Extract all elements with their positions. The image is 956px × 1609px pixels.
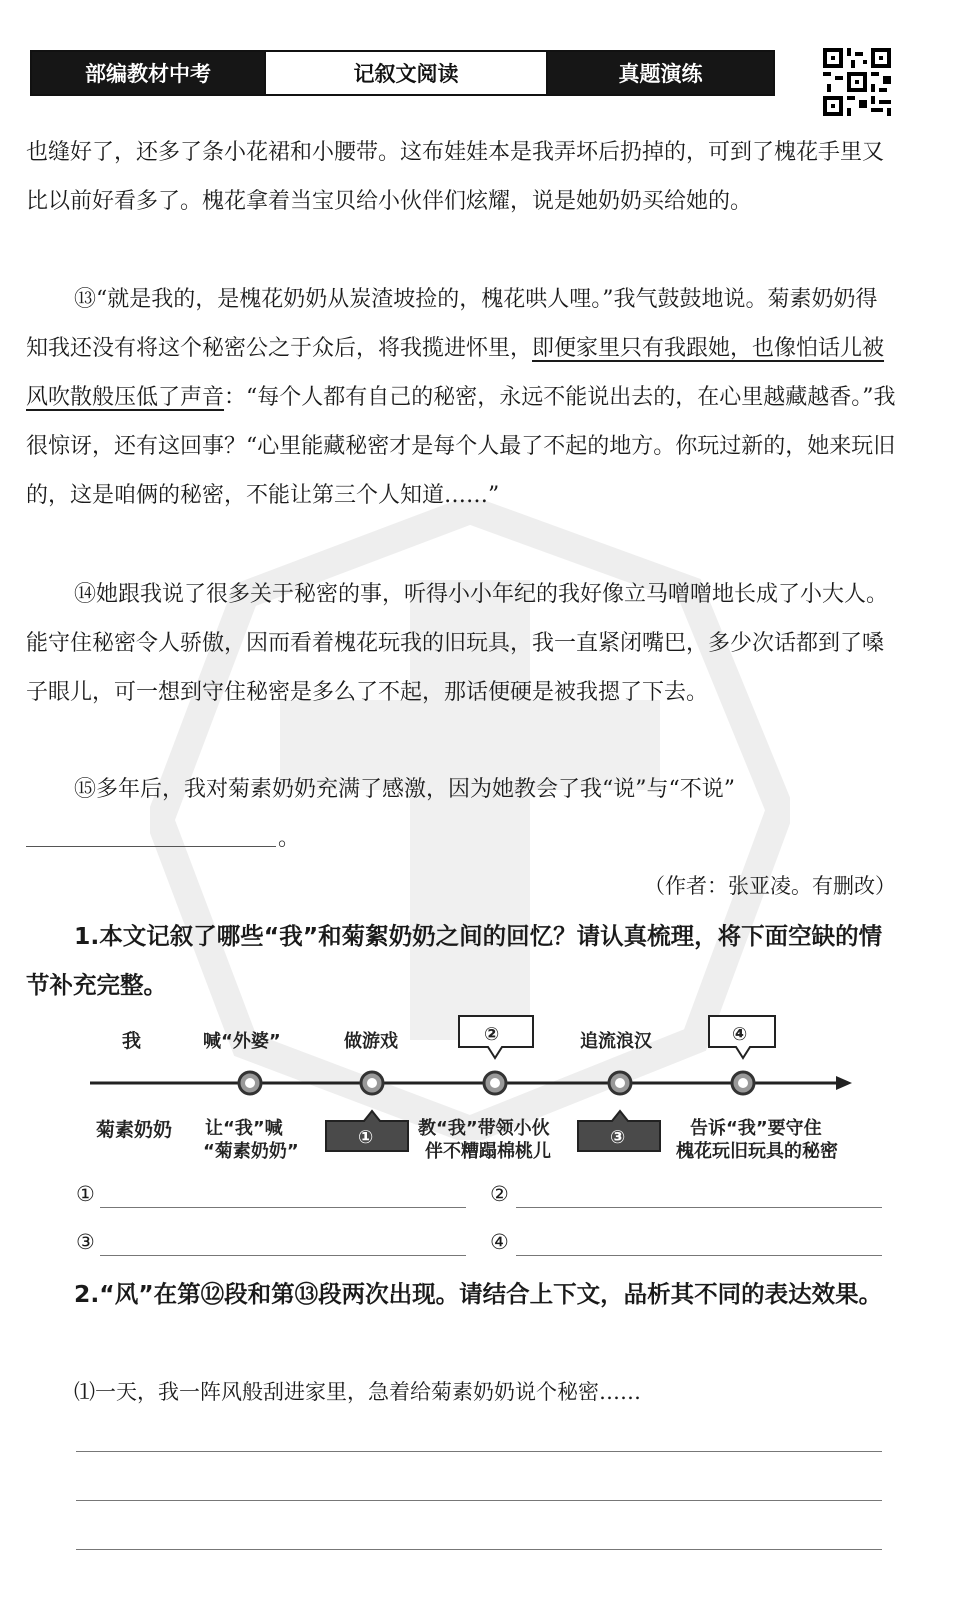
- callout-box-2: [459, 1016, 533, 1058]
- paragraph-14: ⑭她跟我说了很多关于秘密的事，听得小小年纪的我好像立马噌噌地长成了小大人。能守住秘密令人骄傲，因而看着槐花玩我的旧玩具，我一直紧闭嘴巴，多少次话都到了嗓子眼儿，可一想到守住秘密是多么了不起，那话便硬是被我摁了下去。: [26, 582, 889, 705]
- event-top-5: ④: [732, 1024, 748, 1045]
- paragraph-13-underlined: 即便家里只有我跟她，也像怕话儿被风吹散般压低了声音: [26, 336, 885, 410]
- answer-1-label: ①: [76, 1182, 95, 1206]
- question-2: 2.“风”在第⑫段和第⑬段两次出现。请结合上下文，品析其不同的表达效果。: [74, 1280, 883, 1308]
- label-grandma: 菊素奶奶: [96, 1119, 173, 1141]
- header-middle: 记叙文阅读: [264, 52, 548, 94]
- event-bottom-5-line1: 告诉“我”要守住: [690, 1118, 822, 1139]
- event-bottom-3-line1: 教“我”带领小伙: [418, 1118, 550, 1139]
- answer-4-line[interactable]: [516, 1255, 882, 1256]
- event-bottom-1-line1: 让“我”喊: [205, 1118, 283, 1139]
- event-bottom-1-line2: “菊素奶奶”: [203, 1141, 299, 1162]
- answer-2-1-line-1[interactable]: [76, 1451, 882, 1452]
- event-bottom-2: ①: [358, 1127, 374, 1148]
- event-top-4: 追流浪汉: [580, 1031, 652, 1052]
- event-bottom-4: ③: [610, 1127, 626, 1148]
- event-top-3: ②: [484, 1024, 500, 1045]
- event-top-1: 喊“外婆”: [203, 1031, 281, 1052]
- paragraph-12-end: 也缝好了，还多了条小花裙和小腰带。这布娃娃本是我弄坏后扔掉的，可到了槐花手里又比以前好看多了。槐花拿着当宝贝给小伙伴们炫耀，说是她奶奶买给她的。: [26, 140, 885, 214]
- paragraph-13-part-a: ⑬“就是我的，是槐花奶奶从炭渣坡捡的，槐花哄人哩。”我气鼓鼓地说。菊素奶奶得知我还没有将这个秘密公之于众后，将我揽进怀里，: [26, 287, 878, 361]
- question-1: 1.本文记叙了哪些“我”和菊絮奶奶之间的回忆？请认真梳理，将下面空缺的情节补充完整。: [26, 922, 883, 999]
- paragraph-13-part-b: ：“每个人都有自己的秘密，永远不能说出去的，在心里越藏越香。”我很惊讶，还有这回事？“心里能藏秘密才是每个人最了不起的地方。你玩过新的，她来玩旧的，这是咱俩的秘密，不能让第三个人知道……”: [26, 385, 896, 508]
- paragraph-15: ⑮多年后，我对菊素奶奶充满了感激，因为她教会了我“说”与“不说”: [74, 777, 735, 802]
- answer-2-label: ②: [490, 1182, 509, 1206]
- answer-2-1-line-2[interactable]: [76, 1500, 882, 1501]
- answer-4-label: ④: [490, 1230, 509, 1254]
- answer-2-line[interactable]: [516, 1207, 882, 1208]
- dark-box-1: [326, 1111, 408, 1151]
- answer-1-line[interactable]: [100, 1207, 466, 1208]
- dark-box-3: [578, 1111, 660, 1151]
- callout-box-4: [709, 1016, 775, 1058]
- node-2: [361, 1072, 383, 1094]
- question-2-sub-1: ⑴一天，我一阵风般刮进家里，急着给菊素奶奶说个秘密……: [74, 1380, 641, 1404]
- header-right: 真题演练: [548, 52, 773, 94]
- event-bottom-3-line2: 伴不糟蹋棉桃儿: [425, 1141, 551, 1162]
- node-3: [484, 1072, 506, 1094]
- node-1: [239, 1072, 261, 1094]
- timeline-arrowhead: [836, 1076, 852, 1090]
- author-note: （作者：张亚凌。有删改）: [644, 874, 896, 898]
- event-bottom-5-line2: 槐花玩旧玩具的秘密: [676, 1141, 838, 1162]
- answer-3-label: ③: [76, 1230, 95, 1254]
- node-5: [732, 1072, 754, 1094]
- answer-3-line[interactable]: [100, 1255, 466, 1256]
- paragraph-15-end: 。: [278, 826, 301, 851]
- node-4: [609, 1072, 631, 1094]
- event-top-2: 做游戏: [344, 1031, 398, 1052]
- header-left: 部编教材中考: [32, 52, 264, 94]
- answer-2-1-line-3[interactable]: [76, 1549, 882, 1550]
- label-me: 我: [122, 1030, 142, 1052]
